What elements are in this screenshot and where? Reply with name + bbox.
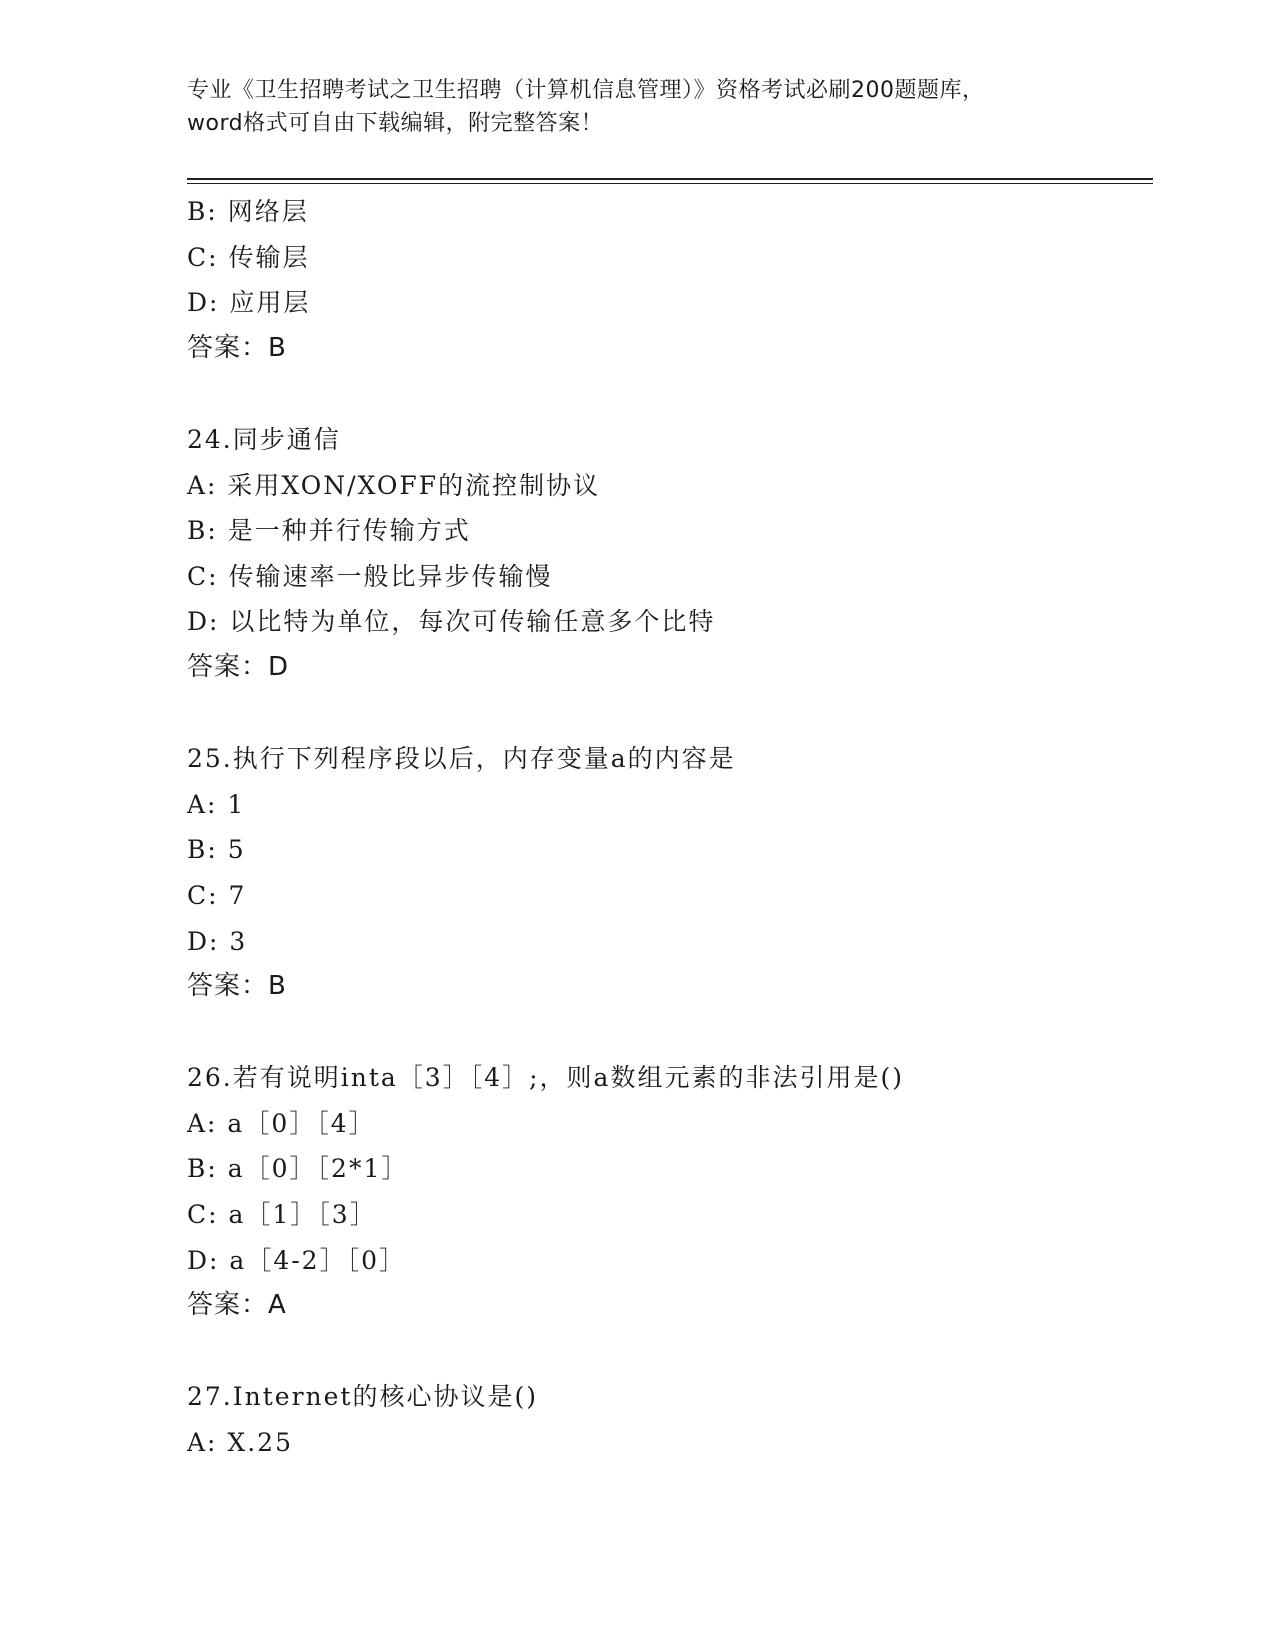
answer-line: 答案：B xyxy=(187,332,287,363)
question-text: 26.若有说明inta［3］［4］;，则a数组元素的非法引用是() xyxy=(187,1063,904,1093)
question-text: 24.同步通信 xyxy=(187,424,341,454)
header-divider-thick xyxy=(187,178,1153,180)
question-text: 25.执行下列程序段以后，内存变量a的内容是 xyxy=(187,744,736,774)
spacer xyxy=(187,1010,1147,1056)
header-divider-thin xyxy=(187,183,1153,184)
option-a: A: 1 xyxy=(187,789,246,819)
option-c: C: a［1］［3］ xyxy=(187,1200,377,1230)
document-header xyxy=(187,74,1087,140)
spacer xyxy=(187,1329,1147,1375)
question-list xyxy=(187,189,1147,1466)
option-b: B: 是一种并行传输方式 xyxy=(187,516,471,546)
question-24 xyxy=(187,417,1147,691)
spacer xyxy=(187,691,1147,737)
option-b: B: 网络层 xyxy=(187,197,309,226)
option-c: C: 传输层 xyxy=(187,242,310,272)
option-c: C: 7 xyxy=(187,880,247,910)
question-26 xyxy=(187,1055,1147,1329)
option-a: A: X.25 xyxy=(187,1428,293,1458)
option-c: C: 传输速率一般比异步传输慢 xyxy=(187,561,553,591)
option-a: A: a［0］［4］ xyxy=(187,1108,376,1138)
header-line-2: word格式可自由下载编辑，附完整答案！ xyxy=(187,111,604,136)
header-line-1: 专业《卫生招聘考试之卫生招聘（计算机信息管理）》资格考试必刷200题题库， xyxy=(187,78,985,103)
option-b: B: a［0］［2*1］ xyxy=(187,1154,409,1184)
question-27 xyxy=(187,1374,1147,1465)
answer-line: 答案：B xyxy=(187,971,287,1002)
question-25 xyxy=(187,736,1147,1010)
answer-line: 答案：A xyxy=(187,1290,287,1321)
answer-line: 答案：D xyxy=(187,651,290,682)
option-d: D: a［4-2］［0］ xyxy=(187,1245,406,1275)
option-d: D: 以比特为单位，每次可传输任意多个比特 xyxy=(187,607,716,637)
option-d: D: 3 xyxy=(187,926,248,956)
question-text: 27.Internet的核心协议是() xyxy=(187,1382,538,1412)
option-d: D: 应用层 xyxy=(187,288,311,318)
option-a: A: 采用XON/XOFF的流控制协议 xyxy=(187,470,601,500)
option-b: B: 5 xyxy=(187,835,246,865)
question-23-tail xyxy=(187,189,1147,371)
spacer xyxy=(187,371,1147,417)
